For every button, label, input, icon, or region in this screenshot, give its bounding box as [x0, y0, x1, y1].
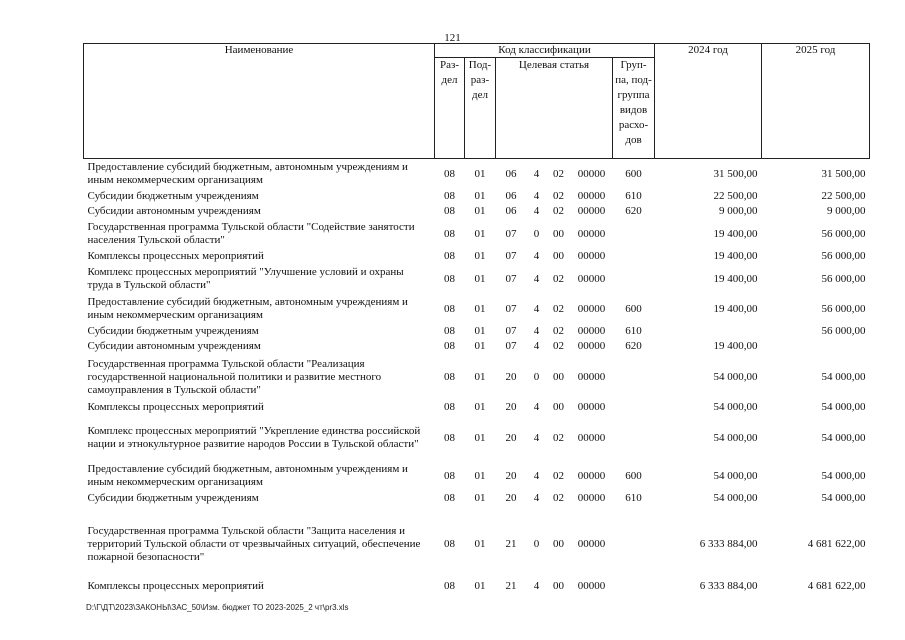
row-target-subprogram: 02 — [553, 205, 564, 217]
row-razdel: 08 — [444, 325, 455, 337]
row-razdel: 08 — [444, 205, 455, 217]
row-podrazdel: 01 — [474, 205, 486, 217]
row-target-subprogram: 00 — [553, 401, 564, 413]
row-target-type: 4 — [533, 401, 540, 413]
row-podrazdel: 01 — [474, 469, 486, 482]
row-razdel: 08 — [444, 469, 455, 482]
row-amount-2024: 19 400,00 — [713, 250, 758, 262]
row-amount-2024: 54 000,00 — [713, 370, 758, 383]
row-name: Комплекс процессных мероприятий "Укрепление единства российской нации и этнокультурное развитие народов России в Тульской области" — [87, 425, 421, 450]
row-target-direction: 00000 — [577, 537, 606, 550]
row-amount-2025: 56 000,00 — [821, 272, 866, 285]
row-podrazdel: 01 — [474, 250, 486, 262]
row-razdel: 08 — [444, 302, 455, 315]
row-podrazdel: 01 — [474, 401, 486, 413]
header-year-2024: 2024 год — [655, 44, 762, 159]
row-target-subprogram: 00 — [553, 579, 564, 592]
row-target-subprogram: 02 — [553, 340, 564, 352]
row-target-subprogram: 02 — [553, 492, 564, 504]
row-name: Комплекс процессных мероприятий "Улучшение условий и охраны труда в Тульской области" — [87, 266, 404, 291]
row-target-program: 07 — [505, 272, 517, 285]
row-target-subprogram: 02 — [553, 469, 564, 482]
row-podrazdel: 01 — [474, 492, 486, 504]
table-row — [84, 461, 870, 491]
row-target-subprogram: 02 — [553, 272, 564, 285]
table-row — [84, 354, 870, 400]
file-path-footer: D:\Г\ДТ\2023\ЗАКОНЫ\ЗАС_50\Изм. бюджет ТО 2023-2025_2 чт\pr3.xls — [86, 603, 349, 612]
row-amount-2024: 54 000,00 — [713, 469, 758, 482]
row-amount-2025: 56 000,00 — [821, 227, 866, 240]
row-razdel: 08 — [444, 537, 455, 550]
row-target-subprogram: 02 — [553, 431, 564, 444]
row-target-program: 20 — [505, 431, 517, 444]
row-target-type: 4 — [533, 469, 540, 482]
row-target-type: 4 — [533, 272, 540, 285]
row-target-type: 4 — [533, 325, 540, 337]
row-name: Субсидии бюджетным учреждениям — [87, 325, 259, 337]
row-target-type: 0 — [533, 370, 540, 383]
row-expense-group: 600 — [625, 302, 642, 315]
table-row — [84, 491, 870, 506]
header-target-article: Целевая статья — [496, 58, 613, 159]
row-target-direction: 00000 — [577, 340, 606, 352]
row-amount-2024: 6 333 884,00 — [699, 537, 758, 550]
row-target-program: 07 — [505, 302, 517, 315]
row-razdel: 08 — [444, 579, 455, 592]
row-target-subprogram: 00 — [553, 370, 564, 383]
row-target-direction: 00000 — [577, 370, 606, 383]
row-amount-2025: 4 681 622,00 — [807, 537, 866, 550]
header-code: Код классификации — [435, 44, 655, 58]
row-target-type: 4 — [533, 190, 540, 202]
row-expense-group: 600 — [625, 167, 642, 180]
row-target-type: 0 — [533, 227, 540, 240]
row-name: Предоставление субсидий бюджетным, автономным учреждениям и иным некоммерческим организациям — [87, 296, 408, 321]
row-razdel: 08 — [444, 370, 455, 383]
row-name: Субсидии автономным учреждениям — [87, 340, 261, 352]
row-name: Государственная программа Тульской области "Содействие занятости населения Тульской области" — [87, 221, 415, 246]
row-target-direction: 00000 — [577, 325, 606, 337]
row-target-type: 4 — [533, 302, 540, 315]
row-target-program: 20 — [505, 492, 517, 504]
row-amount-2025: 56 000,00 — [821, 250, 866, 262]
row-target-direction: 00000 — [577, 250, 606, 262]
row-target-program: 21 — [505, 579, 517, 592]
row-target-direction: 00000 — [577, 302, 606, 315]
row-target-type: 4 — [533, 579, 540, 592]
table-row — [84, 324, 870, 339]
row-razdel: 08 — [444, 167, 455, 180]
row-amount-2024: 19 400,00 — [713, 272, 758, 285]
table-row — [84, 189, 870, 204]
row-razdel: 08 — [444, 431, 455, 444]
row-amount-2025: 56 000,00 — [821, 325, 866, 337]
row-target-program: 20 — [505, 370, 517, 383]
row-target-program: 07 — [505, 325, 517, 337]
row-amount-2025: 54 000,00 — [821, 431, 866, 444]
table-row — [84, 249, 870, 264]
row-target-program: 07 — [505, 227, 517, 240]
row-podrazdel: 01 — [474, 190, 486, 202]
row-target-direction: 00000 — [577, 492, 606, 504]
row-amount-2024: 19 400,00 — [713, 227, 758, 240]
row-name: Субсидии бюджетным учреждениям — [87, 492, 259, 504]
row-razdel: 08 — [444, 190, 455, 202]
row-podrazdel: 01 — [474, 325, 486, 337]
row-amount-2024 — [655, 324, 762, 339]
table-row — [84, 264, 870, 294]
row-target-type: 4 — [533, 205, 540, 217]
row-expense-group: 610 — [625, 325, 642, 337]
row-target-subprogram: 02 — [553, 167, 564, 180]
row-target-type: 4 — [533, 167, 540, 180]
row-name: Субсидии бюджетным учреждениям — [87, 190, 259, 202]
row-podrazdel: 01 — [474, 167, 486, 180]
row-amount-2025: 4 681 622,00 — [807, 579, 866, 592]
row-expense-group: 600 — [625, 469, 642, 482]
row-razdel: 08 — [444, 227, 455, 240]
row-podrazdel: 01 — [474, 431, 486, 444]
row-amount-2024: 19 400,00 — [713, 302, 758, 315]
row-name: Предоставление субсидий бюджетным, автономным учреждениям и иным некоммерческим организациям — [87, 161, 408, 186]
row-podrazdel: 01 — [474, 227, 486, 240]
row-expense-group — [613, 415, 655, 461]
row-target-direction: 00000 — [577, 469, 606, 482]
row-target-subprogram: 02 — [553, 302, 564, 315]
row-amount-2024: 54 000,00 — [713, 401, 758, 413]
row-amount-2024: 22 500,00 — [713, 190, 758, 202]
row-target-direction: 00000 — [577, 579, 606, 592]
row-target-program: 06 — [505, 190, 517, 202]
header-name: Наименование — [84, 44, 435, 159]
row-amount-2024: 54 000,00 — [713, 492, 758, 504]
row-target-subprogram: 02 — [553, 190, 564, 202]
row-target-subprogram: 02 — [553, 325, 564, 337]
row-target-direction: 00000 — [577, 190, 606, 202]
row-expense-group: 620 — [625, 205, 642, 217]
row-expense-group — [613, 514, 655, 574]
row-target-subprogram: 00 — [553, 250, 564, 262]
row-expense-group — [613, 400, 655, 415]
row-target-direction: 00000 — [577, 167, 606, 180]
row-target-subprogram: 00 — [553, 537, 564, 550]
row-amount-2025: 9 000,00 — [827, 205, 866, 217]
row-expense-group — [613, 219, 655, 249]
row-target-type: 4 — [533, 492, 540, 504]
row-target-program: 20 — [505, 469, 517, 482]
row-expense-group: 620 — [625, 340, 642, 352]
row-amount-2024: 54 000,00 — [713, 431, 758, 444]
row-podrazdel: 01 — [474, 579, 486, 592]
row-amount-2025: 22 500,00 — [821, 190, 866, 202]
row-target-direction: 00000 — [577, 431, 606, 444]
table-row — [84, 204, 870, 219]
row-target-subprogram: 00 — [553, 227, 564, 240]
row-expense-group: 610 — [625, 190, 642, 202]
row-amount-2025: 54 000,00 — [821, 469, 866, 482]
row-razdel: 08 — [444, 250, 455, 262]
row-podrazdel: 01 — [474, 370, 486, 383]
row-razdel: 08 — [444, 492, 455, 504]
row-expense-group: 610 — [625, 492, 642, 504]
row-amount-2024: 9 000,00 — [719, 205, 758, 217]
row-target-program: 07 — [505, 340, 517, 352]
row-razdel: 08 — [444, 272, 455, 285]
row-name: Комплексы процессных мероприятий — [87, 401, 264, 413]
row-target-program: 06 — [505, 205, 517, 217]
row-name: Комплексы процессных мероприятий — [87, 250, 264, 262]
row-expense-group — [613, 354, 655, 400]
row-name: Предоставление субсидий бюджетным, автономным учреждениям и иным некоммерческим организациям — [87, 463, 408, 488]
row-podrazdel: 01 — [474, 537, 486, 550]
row-expense-group — [613, 264, 655, 294]
row-target-program: 06 — [505, 167, 517, 180]
row-amount-2025: 54 000,00 — [821, 370, 866, 383]
table-row — [84, 159, 870, 190]
row-target-program: 21 — [505, 537, 517, 550]
row-podrazdel: 01 — [474, 302, 486, 315]
page-number: 121 — [444, 32, 461, 44]
budget-table — [83, 43, 870, 598]
header-podrazdel: Под- раз- дел — [465, 58, 496, 159]
row-name: Государственная программа Тульской области "Защита населения и территорий Тульской области от чрезвычайных ситуаций, обеспечение пожарной безопасности" — [87, 524, 421, 563]
row-amount-2025: 54 000,00 — [821, 401, 866, 413]
row-expense-group — [613, 249, 655, 264]
row-target-type: 0 — [533, 537, 540, 550]
row-target-program: 20 — [505, 401, 517, 413]
header-razdel: Раз- дел — [435, 58, 465, 159]
row-amount-2024: 31 500,00 — [713, 167, 758, 180]
table-row — [84, 219, 870, 249]
row-target-type: 4 — [533, 250, 540, 262]
row-target-direction: 00000 — [577, 205, 606, 217]
spacer-row — [84, 506, 870, 514]
row-amount-2025: 54 000,00 — [821, 492, 866, 504]
table-row — [84, 514, 870, 574]
row-target-direction: 00000 — [577, 272, 606, 285]
row-name: Субсидии автономным учреждениям — [87, 205, 261, 217]
row-amount-2025 — [762, 339, 870, 354]
header-expense-group: Груп- па, под- группа видов расхо- дов — [613, 58, 655, 159]
table-row — [84, 574, 870, 598]
row-target-direction: 00000 — [577, 401, 606, 413]
row-expense-group — [613, 574, 655, 598]
row-target-type: 4 — [533, 340, 540, 352]
table-row — [84, 415, 870, 461]
row-target-type: 4 — [533, 431, 540, 444]
row-amount-2025: 56 000,00 — [821, 302, 866, 315]
row-razdel: 08 — [444, 401, 455, 413]
table-row — [84, 294, 870, 324]
table-row — [84, 400, 870, 415]
header-year-2025: 2025 год — [762, 44, 870, 159]
row-razdel: 08 — [444, 340, 455, 352]
row-podrazdel: 01 — [474, 272, 486, 285]
row-name: Государственная программа Тульской области "Реализация государственной национальной политики и развитие местного самоуправления в Тульской области" — [87, 357, 382, 396]
row-name: Комплексы процессных мероприятий — [87, 579, 264, 592]
table-row — [84, 339, 870, 354]
row-amount-2024: 19 400,00 — [713, 340, 758, 352]
row-podrazdel: 01 — [474, 340, 486, 352]
row-target-direction: 00000 — [577, 227, 606, 240]
row-amount-2025: 31 500,00 — [821, 167, 866, 180]
row-amount-2024: 6 333 884,00 — [699, 579, 758, 592]
row-target-program: 07 — [505, 250, 517, 262]
